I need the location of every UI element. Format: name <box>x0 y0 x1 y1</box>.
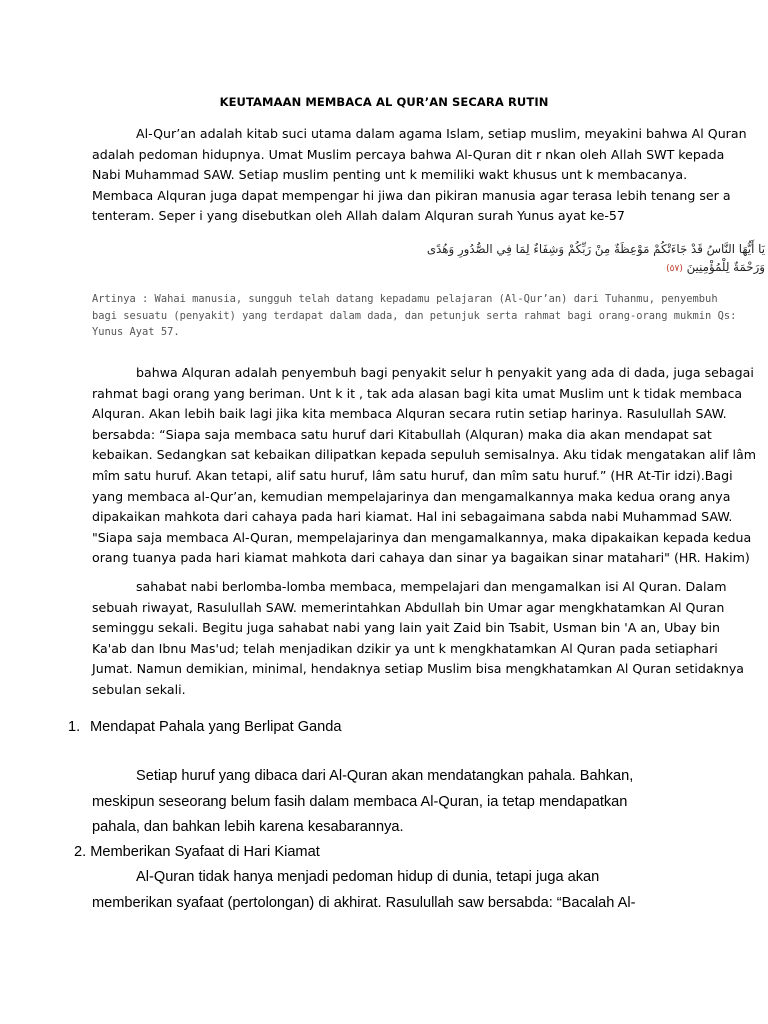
intro-line: tenteram. Seper i yang disebutkan oleh Allah dalam Alquran surah Yunus ayat ke-57 <box>92 208 625 224</box>
body-line: Al-Quran tidak hanya menjadi pedoman hidup di dunia, tetapi juga akan <box>136 869 600 885</box>
paragraph-line: Ka'ab dan Ibnu Mas'ud; telah menjadikan dzikir ya unt k mengkhatamkan Al Quran pada setiaphari <box>92 640 718 656</box>
paragraph-line: yang membaca al-Qur’an, kemudian mempelajarinya dan mengamalkannya maka kedua orang anya <box>92 488 731 504</box>
list-item-2-body <box>92 865 692 916</box>
caption-line: bagi sesuatu (penyakit) yang terdapat dalam dada, dan petunjuk serta rahmat bagi orang-orang mukmin Qs: <box>92 309 737 322</box>
caption-line: Yunus Ayat 57. <box>92 326 180 338</box>
paragraph-line: mîm satu huruf. Akan tetapi, alif satu huruf, lâm satu huruf, dan mîm satu huruf.” (HR At-Tir idzi).Bagi <box>92 467 733 483</box>
intro-line: Membaca Alquran juga dapat mempengar hi jiwa dan pikiran manusia agar terasa lebih tenang ser a <box>92 187 731 203</box>
paragraph-line: bersabda: “Siapa saja membaca satu huruf dari Kitabullah (Alquran) maka dia akan mendapat sat <box>92 426 712 442</box>
paragraph-line: seminggu sekali. Begitu juga sahabat nabi yang lain yait Zaid bin Tsabit, Usman bin 'A an, Ubay bin <box>92 620 720 636</box>
list-heading-text: Mendapat Pahala yang Berlipat Ganda <box>90 719 342 735</box>
paragraph-3 <box>92 577 745 701</box>
arabic-line: يَا أَيُّهَا النَّاسُ قَدْ جَاءَتْكُمْ مَوْعِظَةٌ مِنْ رَبِّكُمْ وَشِفَاءٌ لِمَا فِي الصُّدُورِ وَهُدًى <box>426 242 765 256</box>
ayah-number: ٥٧ <box>669 264 680 274</box>
verse-translation-caption <box>92 291 737 341</box>
paragraph-line: rahmat bagi orang yang beriman. Unt k it , tak ada alasan bagi kita umat Muslim unt k tidak membaca <box>92 385 743 401</box>
body-line: pahala, dan bahkan lebih karena kesabarannya. <box>92 819 404 835</box>
paragraph-line: sahabat nabi berlomba-lomba membaca, mempelajari dan mengamalkan isi Al Quran. Dalam <box>136 579 727 594</box>
paragraph-2 <box>92 363 756 569</box>
list-item-2-heading: 2. Memberikan Syafaat di Hari Kiamat <box>74 844 320 860</box>
list-item-1-heading <box>68 718 342 736</box>
intro-line: Nabi Muhammad SAW. Setiap muslim penting unt k memiliki wakt khusus unt k membacanya. <box>92 167 688 183</box>
body-line: memberikan syafaat (pertolongan) di akhirat. Rasulullah saw bersabda: “Bacalah Al- <box>92 894 636 911</box>
intro-line: adalah pedoman hidupnya. Umat Muslim percaya bahwa Al-Quran dit r nkan oleh Allah SWT kepada <box>92 146 725 162</box>
quran-verse-arabic <box>225 240 765 278</box>
list-number: 1. <box>68 719 81 735</box>
paragraph-line: orang tuanya pada hari kiamat mahkota dari cahaya dan sinar ya bagaikan sinar matahari" (HR. Hakim) <box>92 550 750 566</box>
paragraph-line: "Siapa saja membaca Al-Quran, mempelajarinya dan mengamalkannya, maka dipakaikan kepada kedua <box>92 529 752 545</box>
paragraph-line: Jumat. Namun demikian, minimal, hendaknya setiap Muslim bisa mengkhatamkan Al Quran setidaknya <box>92 661 745 677</box>
body-line: meskipun seseorang belum fasih dalam membaca Al-Quran, ia tetap mendapatkan <box>92 793 628 810</box>
paragraph-line: sebulan sekali. <box>92 681 186 697</box>
paragraph-line: sebuah riwayat, Rasulullah SAW. memerintahkan Abdullah bin Umar agar mengkhatamkan Al Quran <box>92 599 725 615</box>
list-item-1-body <box>92 764 692 841</box>
arabic-line <box>225 258 765 278</box>
intro-paragraph <box>92 124 747 227</box>
document-title: KEUTAMAAN MEMBACA AL QUR’AN SECARA RUTIN <box>219 95 549 109</box>
ayah-number-mark: (٥٧) <box>666 264 683 274</box>
paragraph-line: Alquran. Akan lebih baik lagi jika kita membaca Alquran secara rutin setiap harinya. Rasulullah SAW. <box>92 406 727 422</box>
paragraph-line: dipakaikan mahkota dari cahaya pada hari kiamat. Hal ini sebagaimana sabda nabi Muhammad SAW. <box>92 509 733 525</box>
caption-line: Artinya : Wahai manusia, sungguh telah datang kepadamu pelajaran (Al-Qur’an) dari Tuhanmu, penyembuh <box>92 293 718 305</box>
paragraph-line: kebaikan. Sedangkan sat kebaikan dilipatkan kepada sepuluh semisalnya. Aku tidak mengatakan alif lâm <box>92 447 756 463</box>
intro-line: Al-Qur’an adalah kitab suci utama dalam agama Islam, setiap muslim, meyakini bahwa Al Quran <box>136 126 747 141</box>
body-line: Setiap huruf yang dibaca dari Al-Quran akan mendatangkan pahala. Bahkan, <box>136 768 634 784</box>
arabic-line-2: وَرَحْمَةٌ لِلْمُؤْمِنِينَ <box>686 260 765 274</box>
paragraph-line: bahwa Alquran adalah penyembuh bagi penyakit selur h penyakit yang ada di dada, juga sebagai <box>136 365 754 380</box>
